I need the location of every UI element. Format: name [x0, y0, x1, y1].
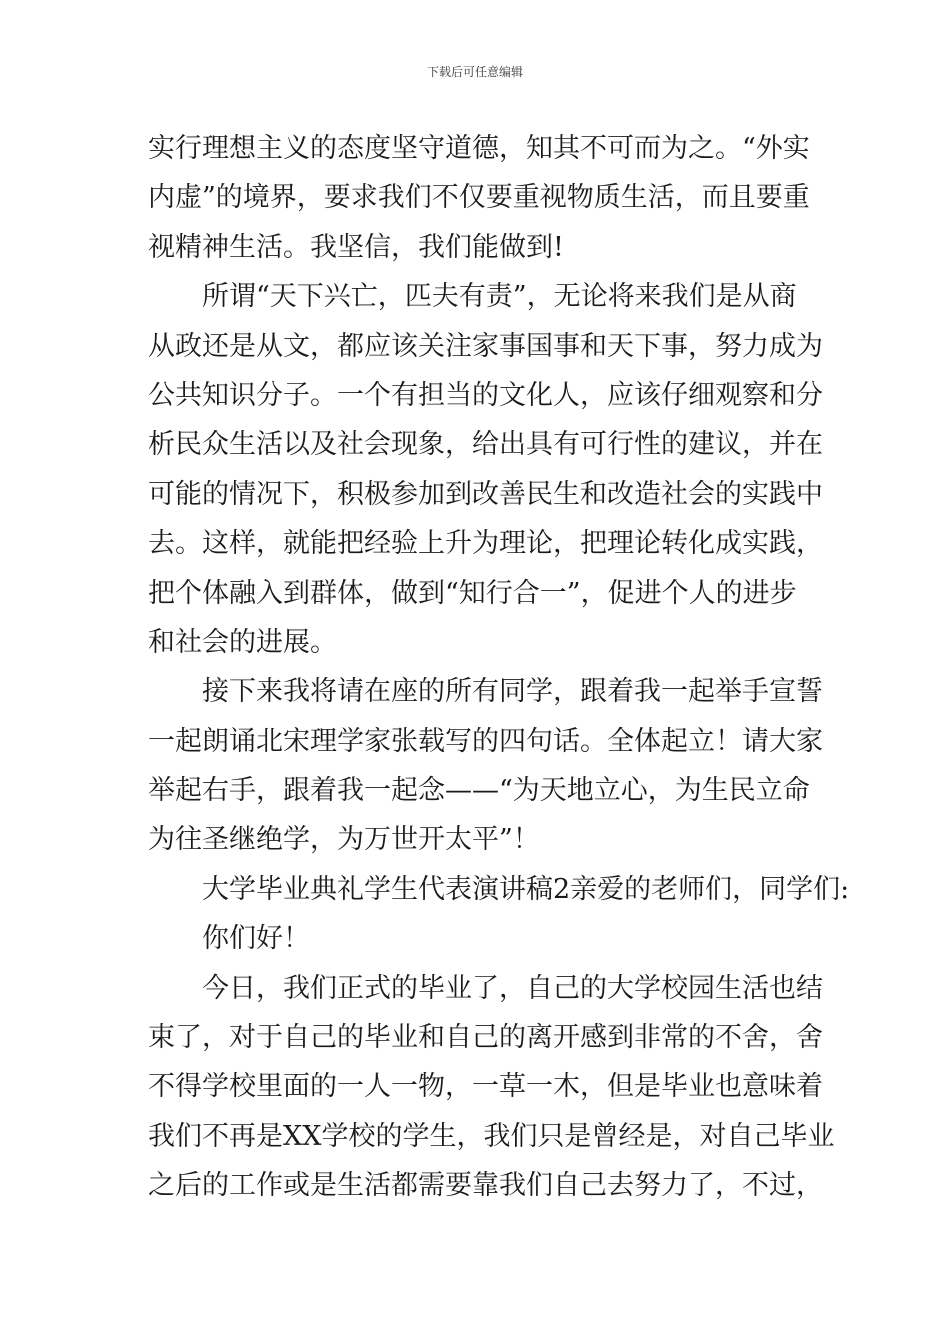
text-line: 可能的情况下，积极参加到改善民生和改造社会的实践中	[148, 478, 823, 510]
text-line: 大学毕业典礼学生代表演讲稿2亲爱的老师们，同学们:	[202, 873, 850, 905]
text-line: 不得学校里面的一人一物，一草一木，但是毕业也意味着	[148, 1071, 823, 1103]
text-line: 把个体融入到群体，做到“知行合一”，促进个人的进步	[148, 577, 797, 609]
text-line: 公共知识分子。一个有担当的文化人，应该仔细观察和分	[148, 379, 823, 411]
text-line: 举起右手，跟着我一起念——“为天地立心，为生民立命	[148, 775, 810, 807]
text-line: 你们好！	[202, 923, 310, 955]
text-line: 接下来我将请在座的所有同学，跟着我一起举手宣誓	[202, 676, 823, 708]
text-line: 所谓“天下兴亡，匹夫有责”，无论将来我们是从商	[202, 281, 797, 313]
text-line: 从政还是从文，都应该关注家事国事和天下事，努力成为	[148, 330, 823, 362]
text-line: 析民众生活以及社会现象，给出具有可行性的建议，并在	[148, 429, 823, 461]
text-line: 去。这样，就能把经验上升为理论，把理论转化成实践，	[148, 528, 823, 560]
text-line: 今日，我们正式的毕业了，自己的大学校园生活也结	[202, 972, 823, 1004]
text-line: 为往圣继绝学，为万世开太平”！	[148, 824, 540, 856]
text-line: 实行理想主义的态度坚守道德，知其不可而为之。“外实	[148, 133, 810, 164]
text-line: 一起朗诵北宋理学家张载写的四句话。全体起立！请大家	[148, 725, 823, 757]
document-body	[148, 124, 850, 1211]
text-line: 内虚”的境界，要求我们不仅要重视物质生活，而且要重	[148, 182, 810, 214]
text-line: 我们不再是XX学校的学生，我们只是曾经是，对自己毕业	[148, 1120, 835, 1152]
text-line: 束了，对于自己的毕业和自己的离开感到非常的不舍，舍	[148, 1022, 823, 1054]
text-line: 之后的工作或是生活都需要靠我们自己去努力了，不过，	[148, 1170, 823, 1202]
page-header: 下载后可任意编辑	[426, 65, 523, 79]
text-line: 视精神生活。我坚信，我们能做到!	[148, 231, 564, 263]
text-line: 和社会的进展。	[148, 626, 337, 658]
